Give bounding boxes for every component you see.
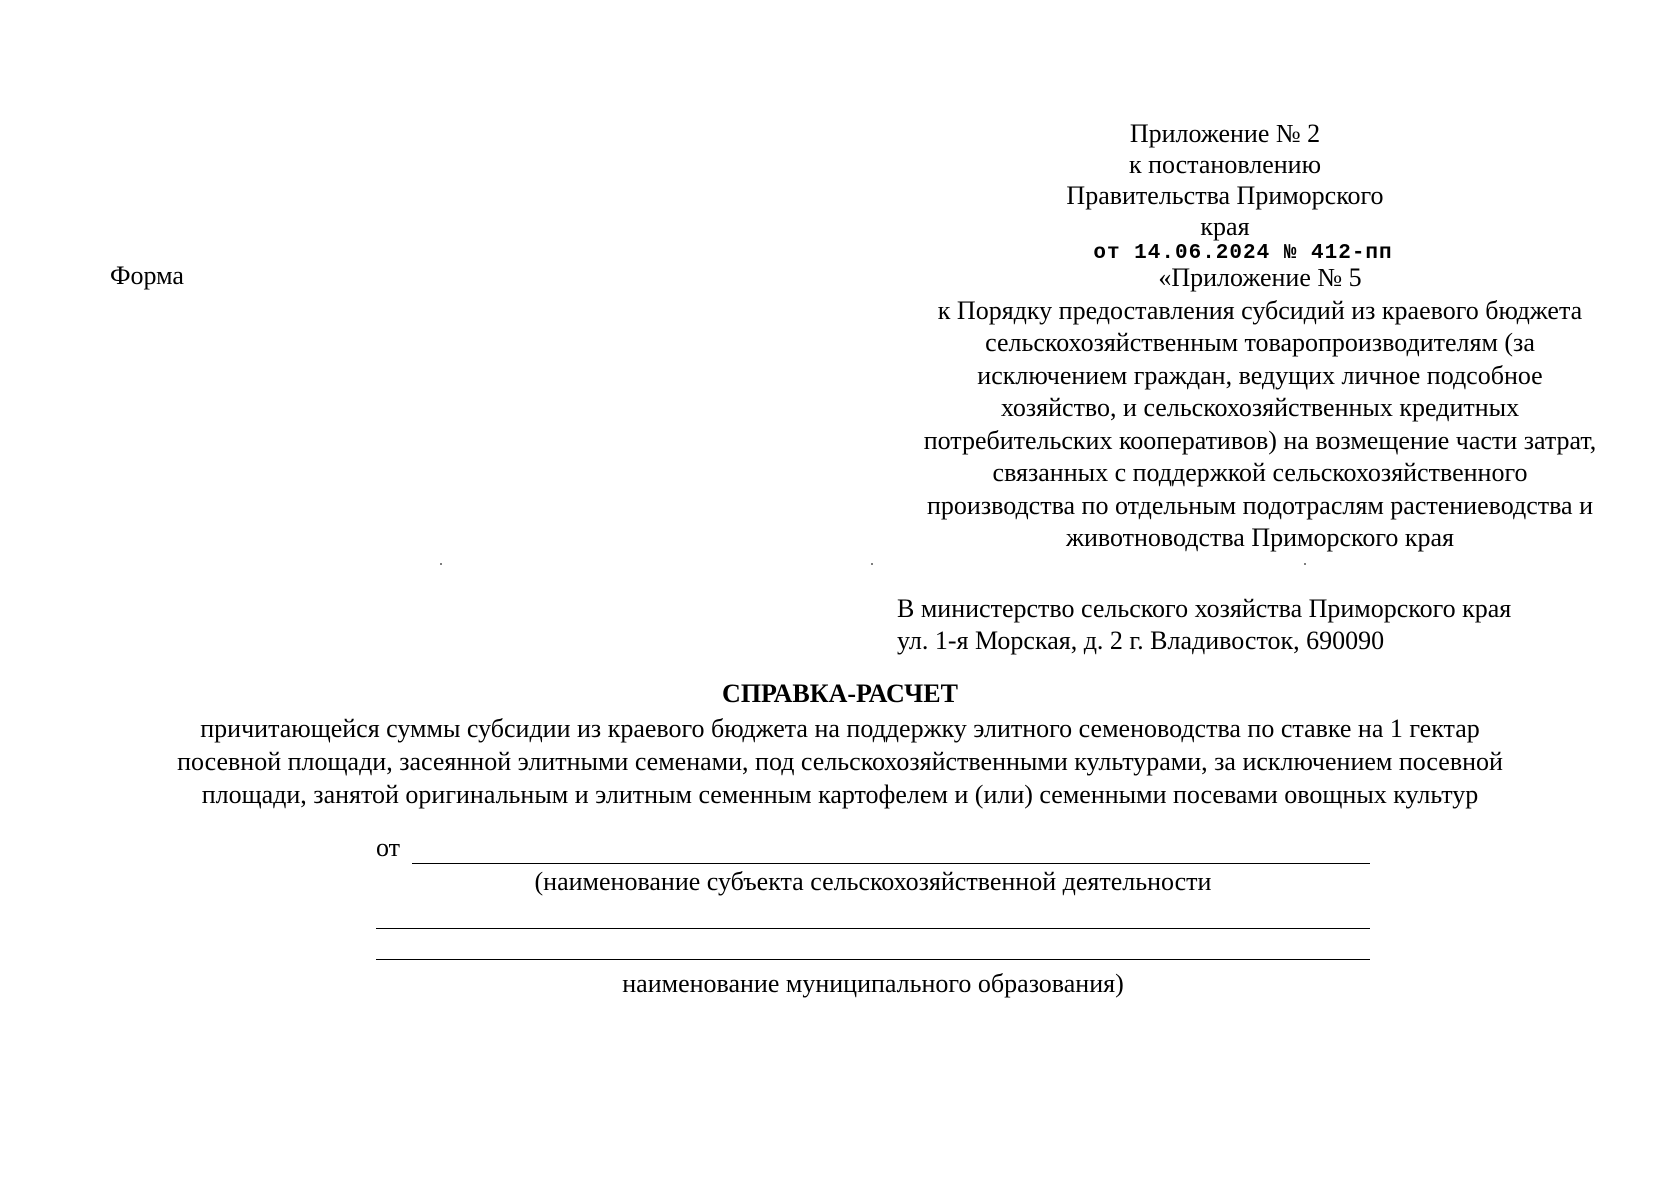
from-label: от [376, 833, 401, 862]
recipient-ministry: В министерство сельского хозяйства Приморского края [897, 594, 1512, 623]
scan-speck [871, 563, 873, 565]
order-appendix-block [880, 262, 1640, 555]
order-line: хозяйство, и сельскохозяйственных кредитных [1000, 393, 1520, 422]
order-line: потребительских кооперативов) на возмещение части затрат, [923, 425, 1597, 455]
municipality-blank-line[interactable] [376, 959, 1370, 960]
order-line: «Приложение № 5 [1158, 263, 1362, 292]
appendix-header [1040, 118, 1410, 268]
document-title: СПРАВКА-РАСЧЕТ [722, 679, 958, 708]
resolution-date-stamp: от 14.06.2024 № 412-пп [1093, 242, 1393, 265]
scan-speck [440, 563, 442, 565]
subtitle-line: площади, занятой оригинальным и элитным семенным картофелем и (или) семенными посевами овощных культур [201, 780, 1479, 809]
subtitle-line: посевной площади, засеянной элитными семенами, под сельскохозяйственными культурами, за исключением посевной [177, 747, 1503, 776]
form-label: Форма [110, 261, 184, 290]
order-line: связанных с поддержкой сельскохозяйственного [992, 458, 1528, 487]
recipient-address [897, 593, 1511, 657]
order-line: к Порядку предоставления субсидий из краевого бюджета [937, 295, 1583, 325]
entity-name-hint: (наименование субъекта сельскохозяйственной деятельности [534, 867, 1212, 896]
appendix-authority: Правительства Приморского края [1066, 181, 1384, 241]
municipality-name-hint: наименование муниципального образования) [622, 969, 1124, 998]
order-line: исключением граждан, ведущих личное подсобное [977, 360, 1543, 390]
recipient-street: ул. 1-я Морская, д. 2 г. Владивосток, 690090 [897, 626, 1385, 655]
order-line: производства по отдельным подотраслям растениеводства и [927, 490, 1593, 520]
scan-speck [1304, 563, 1306, 565]
applicant-name-blank[interactable] [412, 863, 1370, 864]
appendix-number: Приложение № 2 [1129, 119, 1321, 148]
order-line: животноводства Приморского края [1065, 523, 1454, 552]
applicant-blank-line[interactable] [376, 928, 1370, 929]
order-line: сельскохозяйственным товаропроизводителям (за [985, 328, 1535, 357]
appendix-reference: к постановлению [1128, 150, 1322, 179]
subtitle-line: причитающейся суммы субсидии из краевого бюджета на поддержку элитного семеноводства по ставке на 1 гектар [200, 714, 1480, 743]
document-subtitle [120, 712, 1560, 811]
applicant-from-row [376, 832, 1370, 866]
